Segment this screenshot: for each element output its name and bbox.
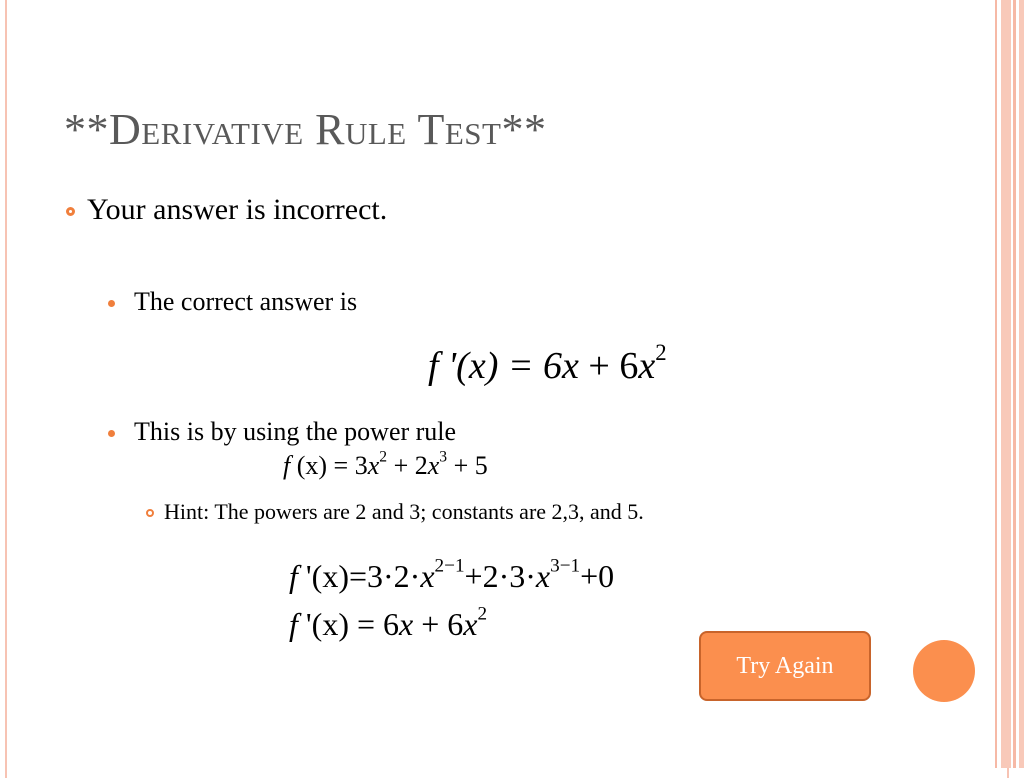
decorative-circle bbox=[913, 640, 975, 702]
result-text: Your answer is incorrect. bbox=[87, 193, 388, 226]
derivative-step-2: f '$(x) = 6x + 6x^2$ bbox=[289, 603, 488, 642]
derivative-step-1: f '$(x)=3\cdot 2\cdot x^{2-1}+2\cdot 3\cdot x^{3-1}+0$ bbox=[289, 555, 615, 594]
dot-bullet-icon bbox=[108, 430, 115, 437]
page-title: **Derivative Rule Test** bbox=[64, 105, 547, 154]
hint-text: Hint: The powers are 2 and 3; constants are 2,3, and 5. bbox=[164, 499, 644, 524]
bullet-result bbox=[66, 193, 387, 227]
bullet-power-rule bbox=[108, 417, 456, 447]
dot-bullet-icon bbox=[108, 300, 115, 307]
power-rule-text: This is by using the power rule bbox=[134, 417, 457, 446]
function-equation: f $(x) = 3x^2 + 2x^3 + 5$ bbox=[283, 448, 488, 480]
ring-bullet-icon bbox=[66, 207, 75, 216]
bullet-correct-answer bbox=[108, 287, 357, 317]
bullet-hint bbox=[146, 499, 644, 525]
try-again-button[interactable]: Try Again bbox=[699, 631, 871, 701]
correct-answer-text: The correct answer is bbox=[134, 287, 358, 316]
ring-bullet-icon bbox=[146, 509, 154, 517]
answer-equation: f '$(x) = 6x + 6x^2$ bbox=[428, 339, 667, 387]
decorative-stripes bbox=[992, 0, 1024, 768]
